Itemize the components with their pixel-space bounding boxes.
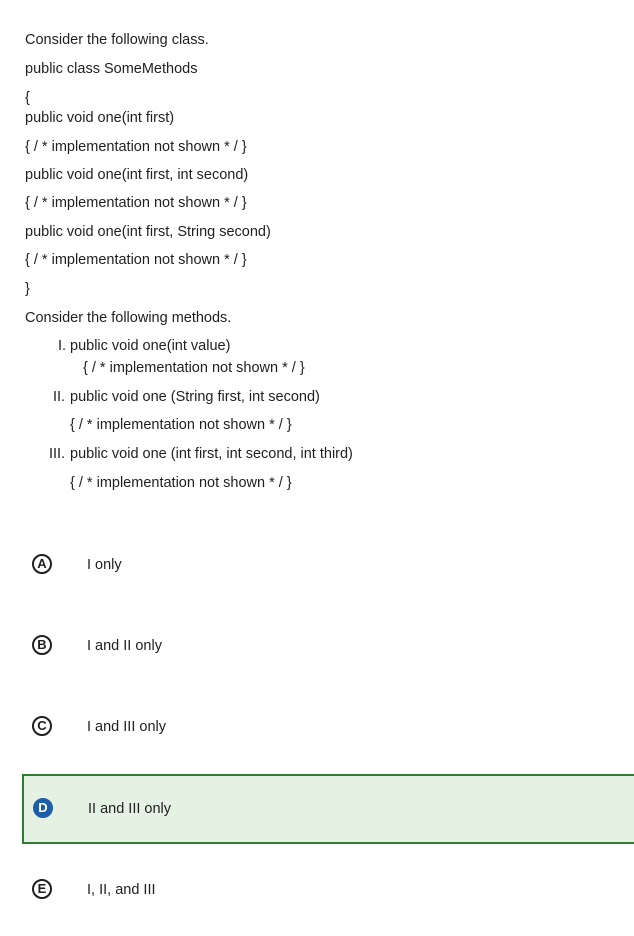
choice-text-e: I, II, and III (87, 882, 156, 898)
class-code-line: { (25, 90, 30, 106)
class-code-line: } (25, 281, 30, 297)
choice-letter-b: B (32, 635, 52, 655)
method-signature: public void one (String first, int second) (70, 389, 320, 405)
answer-choice-a[interactable] (22, 531, 634, 601)
choice-letter-d: D (33, 798, 53, 818)
class-code-line: public void one(int first) (25, 110, 175, 126)
method-signature: public void one(int value) (70, 338, 231, 354)
choice-letter-a: A (32, 554, 52, 574)
choice-text-d: II and III only (88, 801, 172, 817)
answer-choice-d[interactable] (22, 774, 634, 844)
choice-letter-c: C (32, 716, 52, 736)
choice-letter-e: E (32, 879, 52, 899)
choice-text-b: I and II only (87, 638, 162, 654)
class-code-line: public void one(int first, int second) (25, 167, 249, 183)
method-numeral: III. (49, 446, 66, 462)
answer-choice-e[interactable] (22, 856, 634, 926)
method-body: { / * implementation not shown * / } (70, 475, 292, 491)
class-code-line: { / * implementation not shown * / } (25, 139, 247, 155)
class-code-line: public void one(int first, String second) (25, 224, 271, 240)
method-body: { / * implementation not shown * / } (83, 360, 305, 376)
method-numeral: II. (53, 389, 66, 405)
choice-text-c: I and III only (87, 719, 166, 735)
class-code-line: { / * implementation not shown * / } (25, 252, 247, 268)
answer-choice-c[interactable] (22, 693, 634, 763)
class-code-line: public class SomeMethods (25, 61, 198, 77)
method-body: { / * implementation not shown * / } (70, 417, 292, 433)
class-code-line: { / * implementation not shown * / } (25, 195, 247, 211)
answer-choice-b[interactable] (22, 612, 634, 682)
method-signature: public void one (int first, int second, int third) (70, 446, 353, 462)
choice-text-a: I only (87, 557, 122, 573)
method-numeral: I. (58, 338, 67, 354)
question-prompt: Consider the following methods. (25, 310, 232, 326)
question-intro: Consider the following class. (25, 32, 209, 48)
